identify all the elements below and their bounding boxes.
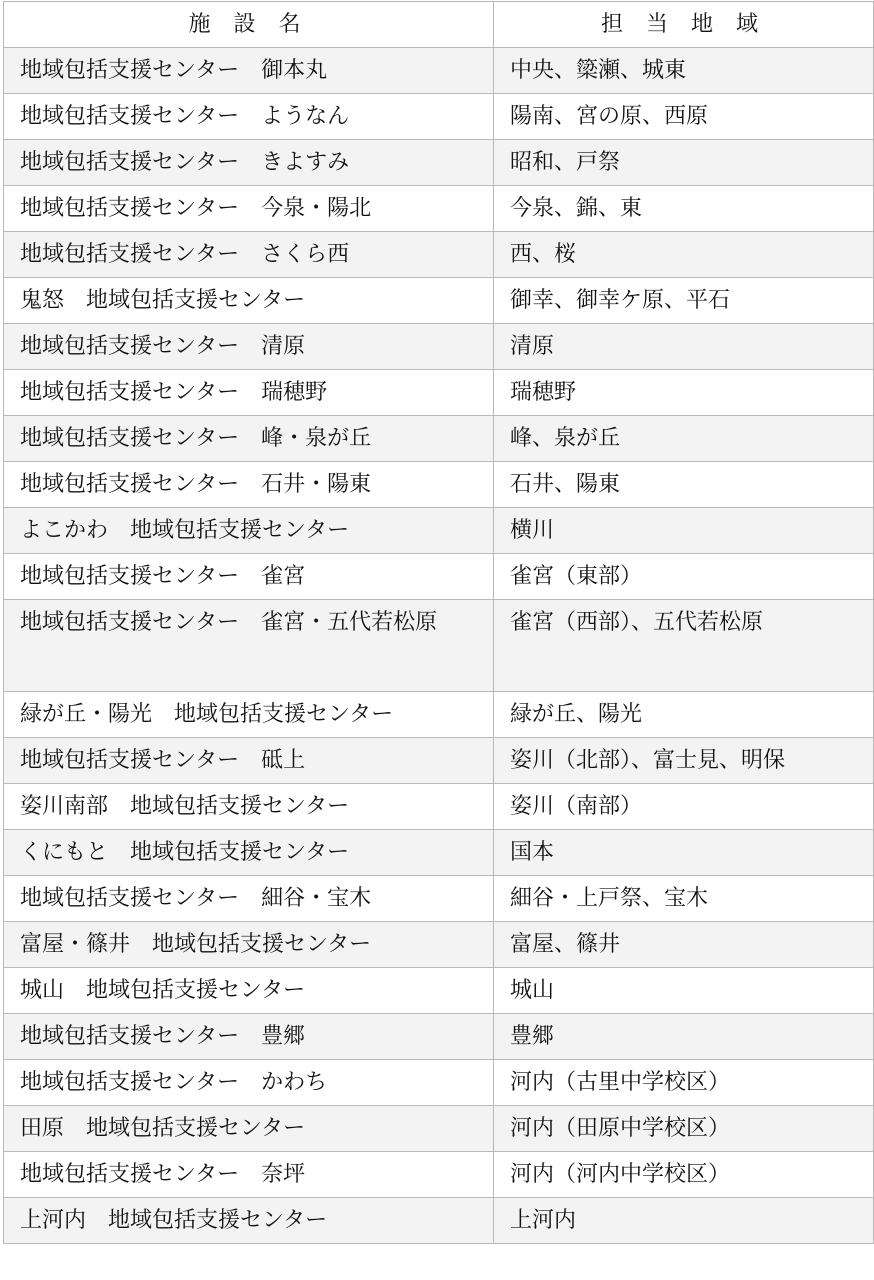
facility-name-cell: 地域包括支援センター 細谷・宝木 [4,876,494,922]
table-row [4,692,874,738]
area-cell: 御幸、御幸ケ原、平石 [494,278,874,324]
facility-name-cell: 姿川南部 地域包括支援センター [4,784,494,830]
table-row [4,1014,874,1060]
facility-name-cell: 地域包括支援センター 砥上 [4,738,494,784]
table-row [4,48,874,94]
area-cell: 緑が丘、陽光 [494,692,874,738]
facility-name-cell: 緑が丘・陽光 地域包括支援センター [4,692,494,738]
facility-name-cell: 地域包括支援センター 雀宮 [4,554,494,600]
table-row [4,1060,874,1106]
facility-name-cell: 上河内 地域包括支援センター [4,1198,494,1244]
area-cell: 瑞穂野 [494,370,874,416]
facility-name-cell: 田原 地域包括支援センター [4,1106,494,1152]
table-body [4,48,874,1244]
area-cell: 河内（古里中学校区） [494,1060,874,1106]
area-cell: 河内（田原中学校区） [494,1106,874,1152]
facility-name-cell: 地域包括支援センター ようなん [4,94,494,140]
table-row [4,462,874,508]
facility-name-cell: 城山 地域包括支援センター [4,968,494,1014]
facility-name-cell: 地域包括支援センター 峰・泉が丘 [4,416,494,462]
facility-name-cell: 地域包括支援センター 瑞穂野 [4,370,494,416]
area-cell: 石井、陽東 [494,462,874,508]
facility-name-cell: 地域包括支援センター 雀宮・五代若松原 [4,600,494,692]
table-row [4,600,874,692]
area-cell: 上河内 [494,1198,874,1244]
facility-name-cell: 地域包括支援センター かわち [4,1060,494,1106]
facility-name-cell: 地域包括支援センター 今泉・陽北 [4,186,494,232]
area-cell: 西、桜 [494,232,874,278]
table-row [4,232,874,278]
table-row [4,370,874,416]
area-cell: 姿川（北部）、富士見、明保 [494,738,874,784]
area-cell: 昭和、戸祭 [494,140,874,186]
facility-name-cell: 富屋・篠井 地域包括支援センター [4,922,494,968]
facility-name-cell: 地域包括支援センター 奈坪 [4,1152,494,1198]
area-cell: 城山 [494,968,874,1014]
facility-name-cell: 地域包括支援センター きよすみ [4,140,494,186]
table-row [4,830,874,876]
table-row [4,508,874,554]
table-row [4,416,874,462]
facility-name-cell: 地域包括支援センター 豊郷 [4,1014,494,1060]
table-row [4,278,874,324]
area-cell: 峰、泉が丘 [494,416,874,462]
area-cell: 今泉、錦、東 [494,186,874,232]
area-cell: 横川 [494,508,874,554]
area-cell: 姿川（南部） [494,784,874,830]
facility-name-cell: 地域包括支援センター 御本丸 [4,48,494,94]
table-header [4,2,874,48]
area-cell: 清原 [494,324,874,370]
table-row [4,876,874,922]
area-cell: 雀宮（東部） [494,554,874,600]
table-row [4,1106,874,1152]
area-cell: 河内（河内中学校区） [494,1152,874,1198]
table-row [4,1152,874,1198]
area-cell: 豊郷 [494,1014,874,1060]
facility-name-cell: くにもと 地域包括支援センター [4,830,494,876]
facility-area-table [3,1,874,1244]
facility-name-cell: 鬼怒 地域包括支援センター [4,278,494,324]
facility-name-cell: 地域包括支援センター 石井・陽東 [4,462,494,508]
table-row [4,554,874,600]
facility-name-cell: よこかわ 地域包括支援センター [4,508,494,554]
table-row [4,968,874,1014]
area-cell: 中央、簗瀬、城東 [494,48,874,94]
area-cell: 富屋、篠井 [494,922,874,968]
area-cell: 雀宮（西部）、五代若松原 [494,600,874,692]
table-row [4,140,874,186]
table-row [4,186,874,232]
table-row [4,922,874,968]
table-row [4,784,874,830]
table-row [4,324,874,370]
header-facility-name: 施 設 名 [4,2,494,48]
header-row [4,2,874,48]
table-row [4,94,874,140]
area-cell: 細谷・上戸祭、宝木 [494,876,874,922]
facility-name-cell: 地域包括支援センター 清原 [4,324,494,370]
area-cell: 陽南、宮の原、西原 [494,94,874,140]
facility-name-cell: 地域包括支援センター さくら西 [4,232,494,278]
table-row [4,1198,874,1244]
header-assigned-area: 担 当 地 域 [494,2,874,48]
area-cell: 国本 [494,830,874,876]
table-row [4,738,874,784]
